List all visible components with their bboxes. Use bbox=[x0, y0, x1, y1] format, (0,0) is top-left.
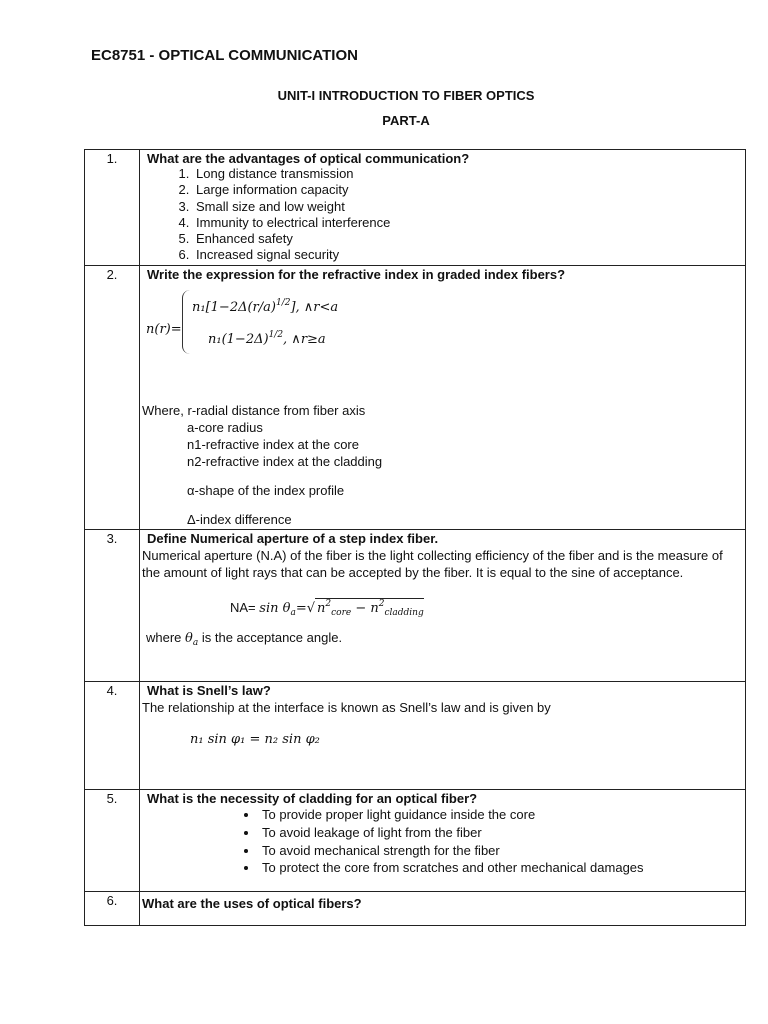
table-row bbox=[85, 892, 746, 926]
acceptance-angle-note: where $\theta_a$ is the acceptance angle. bbox=[146, 629, 343, 648]
list-item: • To avoid leakage of light from the fiber bbox=[259, 824, 743, 842]
list-item: • To provide proper light guidance inside the core bbox=[259, 806, 743, 824]
question-table bbox=[84, 149, 746, 926]
question-number: 3. bbox=[85, 530, 140, 682]
question-number: 4. bbox=[85, 682, 140, 790]
refractive-index-formula bbox=[142, 288, 743, 370]
unit-title: UNIT-I INTRODUCTION TO FIBER OPTICS bbox=[277, 88, 535, 103]
question-cell bbox=[140, 150, 746, 266]
question-text: What is the necessity of cladding for an optical fiber? bbox=[147, 791, 478, 806]
list-item: 3. Small size and low weight bbox=[193, 199, 743, 215]
table-row bbox=[85, 150, 746, 266]
document-title: EC8751 - OPTICAL COMMUNICATION bbox=[91, 47, 358, 64]
delta-line: Δ-index difference bbox=[187, 512, 292, 527]
numerical-aperture-formula: $NA= \sin \theta_a=√$ $n^2_{core} - n^2_{cladding}$ bbox=[230, 598, 424, 618]
formula-case-cladding: $n_1(1-2\Delta)^{1/2}$, ∧r≥a bbox=[208, 330, 326, 347]
table-row bbox=[85, 682, 746, 790]
question-text: Define Numerical aperture of a step index fiber. bbox=[147, 531, 439, 546]
list-item: 2. Large information capacity bbox=[193, 182, 743, 198]
alpha-line: α-shape of the index profile bbox=[187, 483, 345, 498]
formula-case-core: $n_1[1-2\Delta(r/a)^{1/2}]$, ∧r<a bbox=[192, 298, 339, 315]
question-number: 6. bbox=[85, 892, 140, 926]
left-brace bbox=[182, 290, 191, 354]
question-text: What are the uses of optical fibers? bbox=[142, 896, 362, 911]
formula-lhs: n(r)= bbox=[146, 322, 182, 337]
question-number: 1. bbox=[85, 150, 140, 266]
table-row bbox=[85, 530, 746, 682]
table-row bbox=[85, 790, 746, 892]
question-cell bbox=[140, 682, 746, 790]
question-number: 2. bbox=[85, 266, 140, 530]
list-item: 1. Long distance transmission bbox=[193, 166, 743, 182]
question-text: What are the advantages of optical communication? bbox=[147, 151, 470, 166]
list-item: • To protect the core from scratches and other mechanical damages bbox=[259, 859, 743, 877]
question-text: Write the expression for the refractive index in graded index fibers? bbox=[147, 267, 566, 282]
question-cell bbox=[140, 266, 746, 530]
question-number: 5. bbox=[85, 790, 140, 892]
question-cell bbox=[140, 790, 746, 892]
where-block bbox=[142, 402, 743, 528]
where-item: a-core radius bbox=[187, 420, 263, 435]
where-item: n1-refractive index at the core bbox=[187, 437, 359, 452]
list-item: 6. Increased signal security bbox=[193, 247, 743, 263]
answer-paragraph: The relationship at the interface is known as Snell’s law and is given by bbox=[142, 700, 551, 715]
list-item: 4. Immunity to electrical interference bbox=[193, 215, 743, 231]
where-intro: Where, r-radial distance from fiber axis bbox=[142, 403, 366, 418]
list-item: • To avoid mechanical strength for the fiber bbox=[259, 842, 743, 860]
snell-law-formula: n₁ sin φ₁ = n₂ sin φ₂ bbox=[190, 732, 320, 748]
question-cell bbox=[140, 892, 746, 926]
question-text: What is Snell’s law? bbox=[147, 683, 271, 698]
answer-paragraph: Numerical aperture (N.A) of the fiber is the light collecting efficiency of the fiber and is the measure of the amount of light rays that can be accepted by the fiber. It is equal to the sine of acceptance. bbox=[142, 548, 723, 581]
question-cell bbox=[140, 530, 746, 682]
answer-list bbox=[142, 806, 743, 877]
where-item: n2-refractive index at the cladding bbox=[187, 454, 383, 469]
table-row bbox=[85, 266, 746, 530]
part-title: PART-A bbox=[382, 113, 430, 128]
answer-list bbox=[142, 166, 743, 264]
list-item: 5. Enhanced safety bbox=[193, 231, 743, 247]
